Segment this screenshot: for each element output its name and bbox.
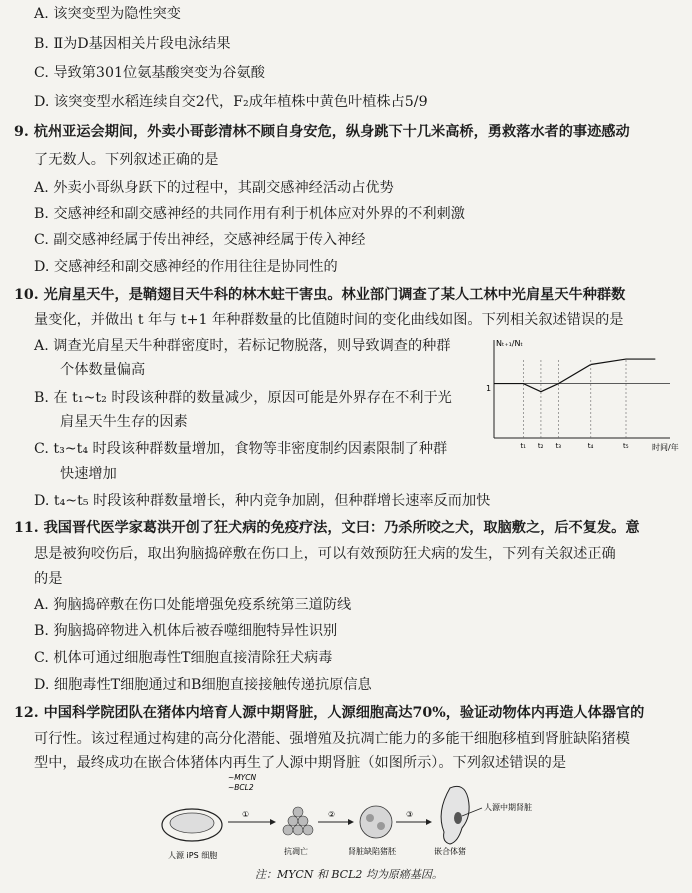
gene-bcl2: ~BCL2 [228, 783, 254, 792]
step-1: ① [242, 810, 250, 819]
chart-x-tick-2: t₂ [537, 442, 544, 450]
q8-option-a: A. 该突变型为隐性突变 [34, 6, 181, 22]
chart-x-tick-4: t₄ [587, 442, 594, 450]
label-anti-apoptosis: 抗凋亡 [284, 847, 308, 856]
anti-apoptosis-cells-icon [283, 807, 313, 835]
gene-mycn: ~MYCN [228, 773, 257, 782]
q10-stem-line-1: 10. 光肩星天牛，是鞘翅目天牛科的林木蛀干害虫。林业部门调查了某人工林中光肩星天牛种群数 [14, 287, 626, 303]
chart-y-tick-1: 1 [486, 384, 492, 393]
q9-option-a: A. 外卖小哥纵身跃下的过程中，其副交感神经活动占优势 [34, 180, 394, 196]
q9-stem-line-2: 了无数人。下列叙述正确的是 [34, 152, 219, 168]
q12-stem-line-3: 型中，最终成功在嵌合体猪体内再生了人源中期肾脏（如图所示）。下列叙述错误的是 [34, 755, 567, 771]
q10-population-chart [480, 334, 680, 454]
step-3: ③ [406, 810, 414, 819]
q10-option-d: D. t₄~t₅ 时段该种群数量增长，种内竞争加剧，但种群增长速率反而加快 [34, 493, 491, 509]
label-chimera: 嵌合体猪 [434, 847, 466, 856]
embryo-cell-dot [366, 814, 374, 822]
q9-option-c: C. 副交感神经属于传出神经，交感神经属于传入神经 [34, 232, 366, 248]
q11-stem-line-1: 11. 我国晋代医学家葛洪开创了狂犬病的免疫疗法，文曰：乃杀所咬之犬，取脑敷之，后不复发。意 [14, 520, 640, 536]
step-2: ② [328, 810, 336, 819]
q10-option-b: B. 在 t₁~t₂ 时段该种群的数量减少，原因可能是外界存在不利于光 [34, 390, 452, 406]
q10-option-b-cont: 肩星天牛生存的因素 [60, 414, 188, 430]
q8-option-d: D. 该突变型水稻连续自交2代，F₂成年植株中黄色叶植株占5/9 [34, 94, 428, 110]
arrowhead-3 [426, 819, 432, 825]
q10-option-c: C. t₃~t₄ 时段该种群数量增加，食物等非密度制约因素限制了种群 [34, 441, 448, 457]
q10-option-a-cont: 个体数量偏高 [60, 362, 146, 378]
ips-cells-icon [170, 813, 214, 833]
q11-option-a: A. 狗脑捣碎敷在伤口处能增强免疫系统第三道防线 [34, 597, 352, 613]
q8-option-c: C. 导致第301位氨基酸突变为谷氨酸 [34, 65, 265, 81]
q10-option-a: A. 调查光肩星天牛种群密度时，若标记物脱落，则导致调查的种群 [34, 338, 451, 354]
q12-stem-line-2: 可行性。该过程通过构建的高分化潜能、强增殖及抗凋亡能力的多能干细胞移植到肾脏缺陷猪模 [34, 731, 630, 747]
q10-option-c-cont: 快速增加 [60, 466, 117, 482]
q9-stem-line-1: 9. 杭州亚运会期间，外卖小哥彭清林不顾自身安危，纵身跳下十几米高桥，勇救落水者的事迹感动 [14, 124, 630, 140]
chart-xlabel: 时间/年 [652, 443, 679, 452]
chart-x-tick-1: t₁ [520, 442, 526, 450]
q10-stem-line-2: 量变化，并做出 t 年与 t+1 年种群数量的比值随时间的变化曲线如图。下列相关叙述错误的是 [34, 312, 624, 328]
q11-option-b: B. 狗脑捣碎物进入机体后被吞噬细胞特异性识别 [34, 623, 338, 639]
arrowhead-2 [348, 819, 354, 825]
embryo-cell-dot [377, 822, 385, 830]
q12-diagram-note: 注：MYCN 和 BCL2 均为原癌基因。 [255, 868, 443, 881]
kidney-icon [454, 812, 462, 824]
pig-embryo-icon [360, 806, 392, 838]
label-ips: 人源 iPS 细胞 [168, 851, 218, 860]
label-embryo: 肾脏缺陷猪胚 [348, 847, 396, 856]
q11-stem-line-3: 的是 [34, 571, 63, 587]
q9-option-d: D. 交感神经和副交感神经的作用往往是协同性的 [34, 259, 338, 275]
q12-stem-line-1: 12. 中国科学院团队在猪体内培育人源中期肾脏，人源细胞高达70%，验证动物体内再造人体器官的 [14, 705, 645, 721]
q11-option-d: D. 细胞毒性T细胞通过和B细胞直接接触传递抗原信息 [34, 677, 372, 693]
chart-x-tick-5: t₅ [623, 442, 629, 450]
q11-stem-line-2: 思是被狗咬伤后，取出狗脑捣碎敷在伤口上，可以有效预防狂犬病的发生，下列有关叙述正确 [34, 546, 616, 562]
q12-diagram [150, 770, 550, 875]
arrowhead-1 [270, 819, 276, 825]
chart-series-line [494, 359, 655, 392]
q11-option-c: C. 机体可通过细胞毒性T细胞直接清除狂犬病毒 [34, 650, 333, 666]
chart-ylabel: Nₜ₊₁/Nₜ [496, 339, 523, 348]
q9-option-b: B. 交感神经和副交感神经的共同作用有利于机体应对外界的不利刺激 [34, 206, 465, 222]
chart-x-tick-3: t₃ [555, 442, 562, 450]
label-kidney: 人源中期肾脏 [484, 803, 532, 812]
q8-option-b: B. Ⅱ为D基因相关片段电泳结果 [34, 36, 231, 52]
